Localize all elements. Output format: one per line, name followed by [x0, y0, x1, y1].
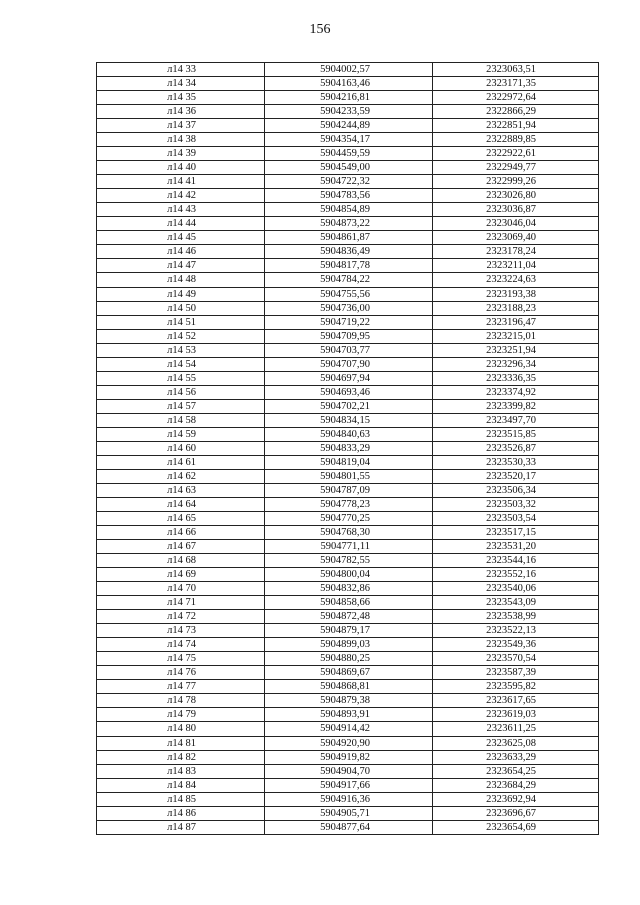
table-row: [97, 161, 599, 175]
x-coordinate-cell: 5904916,36: [265, 792, 433, 806]
x-coordinate-cell: 5904697,94: [265, 371, 433, 385]
x-coordinate-cell: 5904736,00: [265, 301, 433, 315]
x-coordinate-cell: 5904703,77: [265, 343, 433, 357]
x-coordinate-cell: 5904216,81: [265, 91, 433, 105]
y-coordinate-cell: 2322889,85: [433, 133, 599, 147]
table-row: [97, 399, 599, 413]
x-coordinate-cell: 5904707,90: [265, 357, 433, 371]
point-name-cell: л14 67: [97, 540, 265, 554]
y-coordinate-cell: 2323026,80: [433, 189, 599, 203]
table-row: [97, 750, 599, 764]
table-row: [97, 540, 599, 554]
x-coordinate-cell: 5904719,22: [265, 315, 433, 329]
point-name-cell: л14 62: [97, 469, 265, 483]
point-name-cell: л14 78: [97, 694, 265, 708]
y-coordinate-cell: 2323503,54: [433, 512, 599, 526]
y-coordinate-cell: 2322972,64: [433, 91, 599, 105]
point-name-cell: л14 41: [97, 175, 265, 189]
x-coordinate-cell: 5904879,38: [265, 694, 433, 708]
y-coordinate-cell: 2323587,39: [433, 666, 599, 680]
x-coordinate-cell: 5904778,23: [265, 497, 433, 511]
table-row: [97, 273, 599, 287]
y-coordinate-cell: 2323611,25: [433, 722, 599, 736]
table-row: [97, 596, 599, 610]
table-row: [97, 77, 599, 91]
x-coordinate-cell: 5904709,95: [265, 329, 433, 343]
point-name-cell: л14 40: [97, 161, 265, 175]
x-coordinate-cell: 5904819,04: [265, 455, 433, 469]
x-coordinate-cell: 5904879,17: [265, 624, 433, 638]
point-name-cell: л14 61: [97, 455, 265, 469]
table-row: [97, 329, 599, 343]
x-coordinate-cell: 5904861,87: [265, 231, 433, 245]
table-row: [97, 820, 599, 834]
y-coordinate-cell: 2323517,15: [433, 526, 599, 540]
point-name-cell: л14 60: [97, 441, 265, 455]
point-name-cell: л14 75: [97, 652, 265, 666]
x-coordinate-cell: 5904914,42: [265, 722, 433, 736]
y-coordinate-cell: 2323530,33: [433, 455, 599, 469]
table-row: [97, 189, 599, 203]
y-coordinate-cell: 2323654,25: [433, 764, 599, 778]
point-name-cell: л14 43: [97, 203, 265, 217]
table-row: [97, 175, 599, 189]
coordinates-table-body: [97, 63, 599, 835]
y-coordinate-cell: 2323063,51: [433, 63, 599, 77]
table-row: [97, 610, 599, 624]
point-name-cell: л14 72: [97, 610, 265, 624]
table-row: [97, 652, 599, 666]
y-coordinate-cell: 2323538,99: [433, 610, 599, 624]
y-coordinate-cell: 2323543,09: [433, 596, 599, 610]
table-row: [97, 694, 599, 708]
y-coordinate-cell: 2323692,94: [433, 792, 599, 806]
table-row: [97, 203, 599, 217]
table-row: [97, 680, 599, 694]
table-row: [97, 666, 599, 680]
table-row: [97, 624, 599, 638]
y-coordinate-cell: 2323540,06: [433, 582, 599, 596]
y-coordinate-cell: 2323224,63: [433, 273, 599, 287]
point-name-cell: л14 82: [97, 750, 265, 764]
table-row: [97, 792, 599, 806]
point-name-cell: л14 34: [97, 77, 265, 91]
point-name-cell: л14 33: [97, 63, 265, 77]
point-name-cell: л14 51: [97, 315, 265, 329]
x-coordinate-cell: 5904873,22: [265, 217, 433, 231]
x-coordinate-cell: 5904755,56: [265, 287, 433, 301]
table-row: [97, 133, 599, 147]
table-row: [97, 582, 599, 596]
coordinates-table: [96, 62, 599, 835]
y-coordinate-cell: 2323188,23: [433, 301, 599, 315]
table-row: [97, 217, 599, 231]
table-row: [97, 315, 599, 329]
x-coordinate-cell: 5904872,48: [265, 610, 433, 624]
point-name-cell: л14 47: [97, 259, 265, 273]
table-row: [97, 497, 599, 511]
point-name-cell: л14 83: [97, 764, 265, 778]
x-coordinate-cell: 5904836,49: [265, 245, 433, 259]
table-row: [97, 385, 599, 399]
point-name-cell: л14 66: [97, 526, 265, 540]
y-coordinate-cell: 2323296,34: [433, 357, 599, 371]
y-coordinate-cell: 2323497,70: [433, 413, 599, 427]
y-coordinate-cell: 2323570,54: [433, 652, 599, 666]
y-coordinate-cell: 2322922,61: [433, 147, 599, 161]
y-coordinate-cell: 2323515,85: [433, 427, 599, 441]
y-coordinate-cell: 2322851,94: [433, 119, 599, 133]
table-row: [97, 91, 599, 105]
x-coordinate-cell: 5904869,67: [265, 666, 433, 680]
table-row: [97, 512, 599, 526]
x-coordinate-cell: 5904899,03: [265, 638, 433, 652]
y-coordinate-cell: 2323069,40: [433, 231, 599, 245]
table-row: [97, 764, 599, 778]
table-row: [97, 638, 599, 652]
point-name-cell: л14 35: [97, 91, 265, 105]
y-coordinate-cell: 2323619,03: [433, 708, 599, 722]
y-coordinate-cell: 2323036,87: [433, 203, 599, 217]
x-coordinate-cell: 5904920,90: [265, 736, 433, 750]
point-name-cell: л14 69: [97, 568, 265, 582]
point-name-cell: л14 86: [97, 806, 265, 820]
point-name-cell: л14 76: [97, 666, 265, 680]
point-name-cell: л14 45: [97, 231, 265, 245]
point-name-cell: л14 55: [97, 371, 265, 385]
y-coordinate-cell: 2323522,13: [433, 624, 599, 638]
x-coordinate-cell: 5904800,04: [265, 568, 433, 582]
y-coordinate-cell: 2323178,24: [433, 245, 599, 259]
y-coordinate-cell: 2323336,35: [433, 371, 599, 385]
x-coordinate-cell: 5904854,89: [265, 203, 433, 217]
point-name-cell: л14 58: [97, 413, 265, 427]
y-coordinate-cell: 2323531,20: [433, 540, 599, 554]
y-coordinate-cell: 2323654,69: [433, 820, 599, 834]
y-coordinate-cell: 2323196,47: [433, 315, 599, 329]
x-coordinate-cell: 5904354,17: [265, 133, 433, 147]
point-name-cell: л14 59: [97, 427, 265, 441]
point-name-cell: л14 53: [97, 343, 265, 357]
table-row: [97, 357, 599, 371]
table-row: [97, 343, 599, 357]
x-coordinate-cell: 5904832,86: [265, 582, 433, 596]
x-coordinate-cell: 5904783,56: [265, 189, 433, 203]
x-coordinate-cell: 5904801,55: [265, 469, 433, 483]
x-coordinate-cell: 5904784,22: [265, 273, 433, 287]
x-coordinate-cell: 5904817,78: [265, 259, 433, 273]
point-name-cell: л14 44: [97, 217, 265, 231]
point-name-cell: л14 71: [97, 596, 265, 610]
x-coordinate-cell: 5904244,89: [265, 119, 433, 133]
point-name-cell: л14 48: [97, 273, 265, 287]
table-row: [97, 469, 599, 483]
point-name-cell: л14 74: [97, 638, 265, 652]
y-coordinate-cell: 2323399,82: [433, 399, 599, 413]
x-coordinate-cell: 5904904,70: [265, 764, 433, 778]
table-row: [97, 105, 599, 119]
page-number: 156: [309, 22, 331, 37]
table-row: [97, 526, 599, 540]
y-coordinate-cell: 2323526,87: [433, 441, 599, 455]
x-coordinate-cell: 5904702,21: [265, 399, 433, 413]
y-coordinate-cell: 2323684,29: [433, 778, 599, 792]
point-name-cell: л14 46: [97, 245, 265, 259]
table-row: [97, 722, 599, 736]
y-coordinate-cell: 2323617,65: [433, 694, 599, 708]
point-name-cell: л14 42: [97, 189, 265, 203]
table-row: [97, 736, 599, 750]
point-name-cell: л14 50: [97, 301, 265, 315]
point-name-cell: л14 54: [97, 357, 265, 371]
table-row: [97, 708, 599, 722]
table-row: [97, 483, 599, 497]
y-coordinate-cell: 2323549,36: [433, 638, 599, 652]
x-coordinate-cell: 5904834,15: [265, 413, 433, 427]
table-row: [97, 554, 599, 568]
point-name-cell: л14 37: [97, 119, 265, 133]
point-name-cell: л14 81: [97, 736, 265, 750]
table-row: [97, 778, 599, 792]
table-row: [97, 245, 599, 259]
x-coordinate-cell: 5904002,57: [265, 63, 433, 77]
point-name-cell: л14 39: [97, 147, 265, 161]
table-row: [97, 147, 599, 161]
x-coordinate-cell: 5904768,30: [265, 526, 433, 540]
x-coordinate-cell: 5904840,63: [265, 427, 433, 441]
table-row: [97, 259, 599, 273]
table-row: [97, 371, 599, 385]
x-coordinate-cell: 5904787,09: [265, 483, 433, 497]
point-name-cell: л14 52: [97, 329, 265, 343]
point-name-cell: л14 87: [97, 820, 265, 834]
y-coordinate-cell: 2323520,17: [433, 469, 599, 483]
x-coordinate-cell: 5904919,82: [265, 750, 433, 764]
x-coordinate-cell: 5904880,25: [265, 652, 433, 666]
x-coordinate-cell: 5904877,64: [265, 820, 433, 834]
x-coordinate-cell: 5904905,71: [265, 806, 433, 820]
y-coordinate-cell: 2323211,04: [433, 259, 599, 273]
x-coordinate-cell: 5904233,59: [265, 105, 433, 119]
x-coordinate-cell: 5904782,55: [265, 554, 433, 568]
point-name-cell: л14 84: [97, 778, 265, 792]
x-coordinate-cell: 5904770,25: [265, 512, 433, 526]
table-row: [97, 568, 599, 582]
table-row: [97, 287, 599, 301]
y-coordinate-cell: 2323696,67: [433, 806, 599, 820]
point-name-cell: л14 64: [97, 497, 265, 511]
y-coordinate-cell: 2322999,26: [433, 175, 599, 189]
x-coordinate-cell: 5904917,66: [265, 778, 433, 792]
table-row: [97, 231, 599, 245]
y-coordinate-cell: 2323544,16: [433, 554, 599, 568]
y-coordinate-cell: 2323552,16: [433, 568, 599, 582]
point-name-cell: л14 85: [97, 792, 265, 806]
y-coordinate-cell: 2323251,94: [433, 343, 599, 357]
point-name-cell: л14 49: [97, 287, 265, 301]
y-coordinate-cell: 2323506,34: [433, 483, 599, 497]
point-name-cell: л14 56: [97, 385, 265, 399]
point-name-cell: л14 68: [97, 554, 265, 568]
y-coordinate-cell: 2323625,08: [433, 736, 599, 750]
point-name-cell: л14 65: [97, 512, 265, 526]
x-coordinate-cell: 5904868,81: [265, 680, 433, 694]
y-coordinate-cell: 2323046,04: [433, 217, 599, 231]
point-name-cell: л14 63: [97, 483, 265, 497]
table-row: [97, 119, 599, 133]
y-coordinate-cell: 2323374,92: [433, 385, 599, 399]
y-coordinate-cell: 2323595,82: [433, 680, 599, 694]
x-coordinate-cell: 5904858,66: [265, 596, 433, 610]
point-name-cell: л14 73: [97, 624, 265, 638]
y-coordinate-cell: 2323503,32: [433, 497, 599, 511]
point-name-cell: л14 57: [97, 399, 265, 413]
point-name-cell: л14 70: [97, 582, 265, 596]
point-name-cell: л14 80: [97, 722, 265, 736]
table-row: [97, 63, 599, 77]
x-coordinate-cell: 5904459,59: [265, 147, 433, 161]
point-name-cell: л14 79: [97, 708, 265, 722]
x-coordinate-cell: 5904833,29: [265, 441, 433, 455]
point-name-cell: л14 38: [97, 133, 265, 147]
table-row: [97, 441, 599, 455]
point-name-cell: л14 77: [97, 680, 265, 694]
y-coordinate-cell: 2323171,35: [433, 77, 599, 91]
x-coordinate-cell: 5904163,46: [265, 77, 433, 91]
table-row: [97, 413, 599, 427]
x-coordinate-cell: 5904722,32: [265, 175, 433, 189]
table-row: [97, 806, 599, 820]
y-coordinate-cell: 2323193,38: [433, 287, 599, 301]
y-coordinate-cell: 2322949,77: [433, 161, 599, 175]
table-row: [97, 301, 599, 315]
y-coordinate-cell: 2323633,29: [433, 750, 599, 764]
y-coordinate-cell: 2323215,01: [433, 329, 599, 343]
point-name-cell: л14 36: [97, 105, 265, 119]
x-coordinate-cell: 5904893,91: [265, 708, 433, 722]
x-coordinate-cell: 5904771,11: [265, 540, 433, 554]
table-row: [97, 427, 599, 441]
y-coordinate-cell: 2322866,29: [433, 105, 599, 119]
table-row: [97, 455, 599, 469]
x-coordinate-cell: 5904693,46: [265, 385, 433, 399]
x-coordinate-cell: 5904549,00: [265, 161, 433, 175]
